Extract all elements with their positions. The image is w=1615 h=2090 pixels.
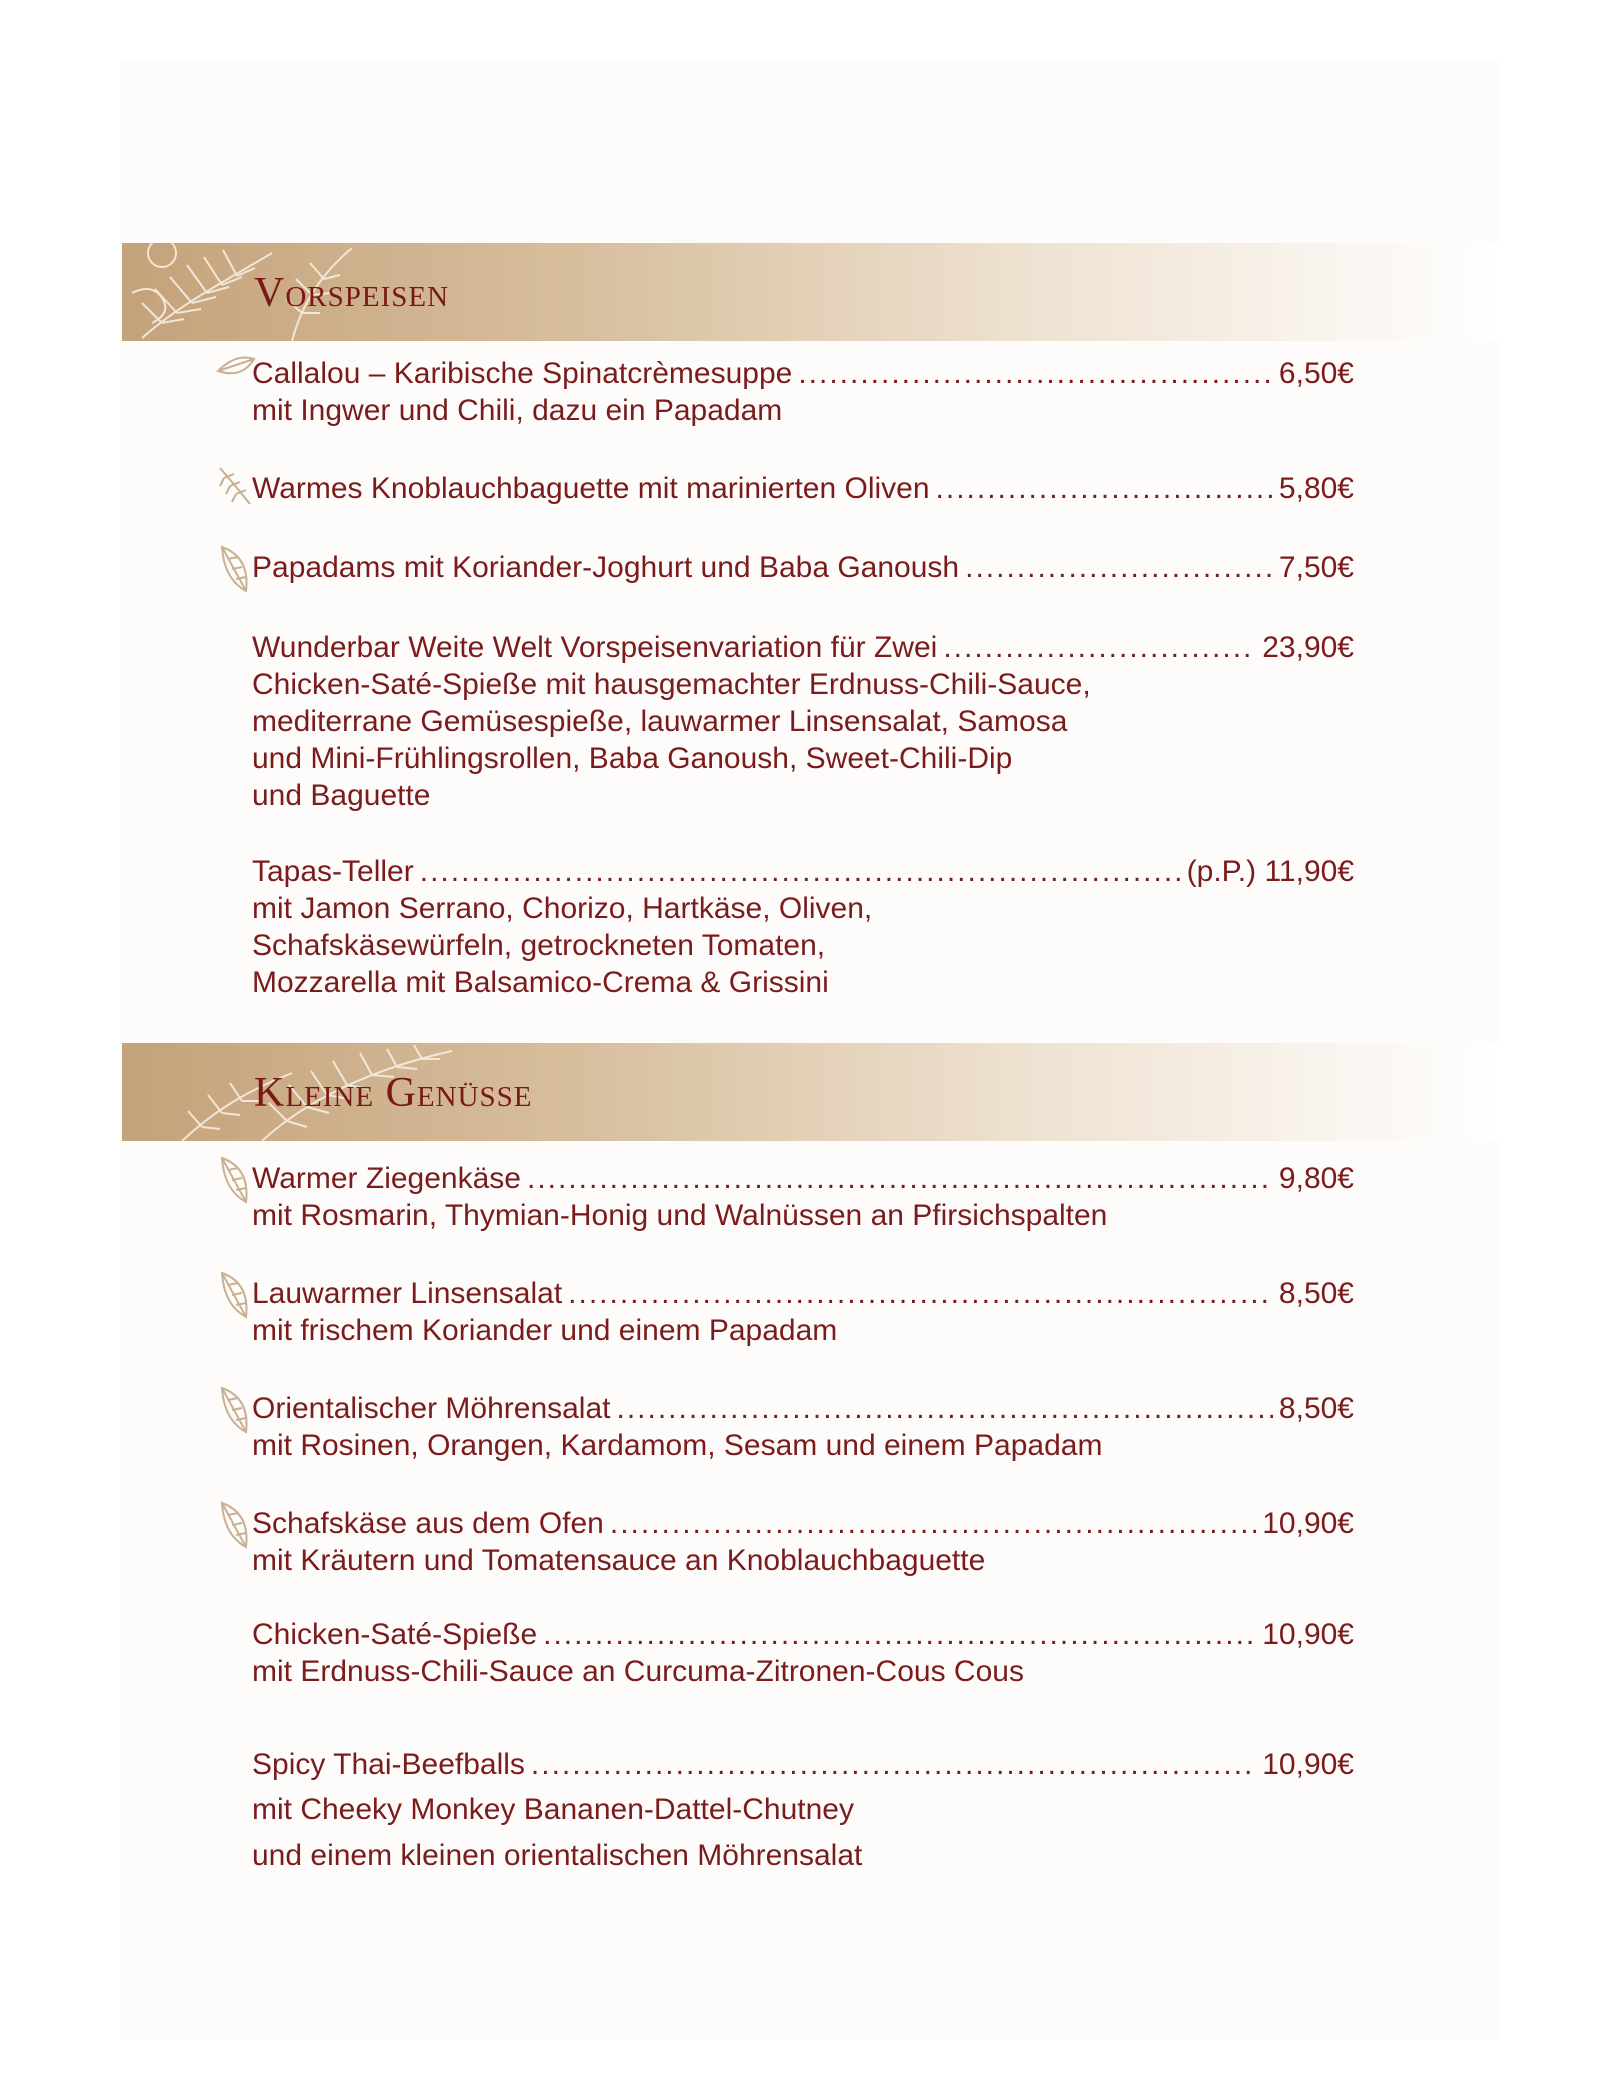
item-description: mit Rosinen, Orangen, Kardamom, Sesam und einem Papadam <box>252 1429 1103 1462</box>
dot-leader <box>610 1505 1256 1542</box>
item-price: 10,90€ <box>1262 1507 1354 1540</box>
leaf-icon <box>214 349 258 393</box>
item-name: Spicy Thai-Beefballs <box>252 1748 525 1781</box>
dot-leader <box>617 1390 1273 1427</box>
section-title: Kleine Genüsse <box>254 1070 533 1116</box>
item-price: 23,90€ <box>1262 631 1354 664</box>
item-price: (p.P.) 11,90€ <box>1186 855 1354 888</box>
menu-item <box>252 549 1354 586</box>
dot-leader <box>943 629 1256 666</box>
menu-item <box>252 355 1354 429</box>
item-name: Orientalischer Möhrensalat <box>252 1392 611 1425</box>
menu-item <box>252 629 1354 814</box>
item-description: mit Jamon Serrano, Chorizo, Hartkäse, Oliven, <box>252 892 873 925</box>
item-price: 6,50€ <box>1278 357 1354 390</box>
item-name: Tapas-Teller <box>252 855 414 888</box>
item-name: Papadams mit Koriander-Joghurt und Baba Ganoush <box>252 551 960 584</box>
item-name: Schafskäse aus dem Ofen <box>252 1507 604 1540</box>
leaf-icon <box>214 1384 258 1438</box>
dot-leader <box>420 853 1181 890</box>
item-name: Lauwarmer Linsensalat <box>252 1277 563 1310</box>
leaf-icon <box>214 464 258 508</box>
leaf-icon <box>214 1499 258 1553</box>
menu-item <box>252 1616 1354 1690</box>
menu-item <box>252 853 1354 1001</box>
menu-item <box>252 1390 1354 1464</box>
section-header-vorspeisen <box>122 243 1502 341</box>
item-name: Wunderbar Weite Welt Vorspeisenvariation für Zwei <box>252 631 938 664</box>
dot-leader <box>936 470 1273 507</box>
menu-item <box>252 1746 1354 1879</box>
section-title: Vorspeisen <box>254 270 450 316</box>
item-price: 8,50€ <box>1278 1277 1354 1310</box>
item-description: und Baguette <box>252 779 431 812</box>
item-description: mit frischem Koriander und einem Papadam <box>252 1314 838 1347</box>
leaf-icon <box>214 543 258 597</box>
item-description: mediterrane Gemüsespieße, lauwarmer Linsensalat, Samosa <box>252 705 1068 738</box>
item-description: mit Rosmarin, Thymian-Honig und Walnüssen an Pfirsichspalten <box>252 1199 1108 1232</box>
menu-item <box>252 1505 1354 1579</box>
dot-leader <box>798 355 1273 392</box>
item-price: 10,90€ <box>1262 1618 1354 1651</box>
dot-leader <box>965 549 1273 586</box>
item-description: mit Kräutern und Tomatensauce an Knoblauchbaguette <box>252 1544 986 1577</box>
item-price: 8,50€ <box>1278 1392 1354 1425</box>
item-description: Mozzarella mit Balsamico-Crema & Grissini <box>252 966 829 999</box>
item-name: Warmes Knoblauchbaguette mit marinierten Oliven <box>252 472 930 505</box>
item-name: Chicken-Saté-Spieße <box>252 1618 538 1651</box>
item-description: und Mini-Frühlingsrollen, Baba Ganoush, Sweet-Chili-Dip <box>252 742 1013 775</box>
leaf-icon <box>214 1154 258 1208</box>
item-price: 5,80€ <box>1278 472 1354 505</box>
item-price: 9,80€ <box>1278 1162 1354 1195</box>
item-name: Callalou – Karibische Spinatcrèmesuppe <box>252 357 793 390</box>
menu-item <box>252 1160 1354 1234</box>
section-header-kleine-genuesse <box>122 1043 1502 1141</box>
item-price: 7,50€ <box>1278 551 1354 584</box>
item-description: Schafskäsewürfeln, getrockneten Tomaten, <box>252 929 826 962</box>
dot-leader <box>531 1746 1256 1783</box>
item-description: mit Ingwer und Chili, dazu ein Papadam <box>252 394 783 427</box>
menu-item <box>252 470 1354 507</box>
item-name: Warmer Ziegenkäse <box>252 1162 521 1195</box>
dot-leader <box>527 1160 1273 1197</box>
item-description: mit Cheeky Monkey Bananen-Dattel-Chutney <box>252 1793 854 1826</box>
leaf-icon <box>214 1269 258 1323</box>
item-description: mit Erdnuss-Chili-Sauce an Curcuma-Zitronen-Cous Cous <box>252 1655 1024 1688</box>
menu-item <box>252 1275 1354 1349</box>
item-price: 10,90€ <box>1262 1748 1354 1781</box>
dot-leader <box>568 1275 1273 1312</box>
item-description: Chicken-Saté-Spieße mit hausgemachter Erdnuss-Chili-Sauce, <box>252 668 1091 701</box>
dot-leader <box>543 1616 1256 1653</box>
item-description: und einem kleinen orientalischen Möhrensalat <box>252 1839 863 1872</box>
